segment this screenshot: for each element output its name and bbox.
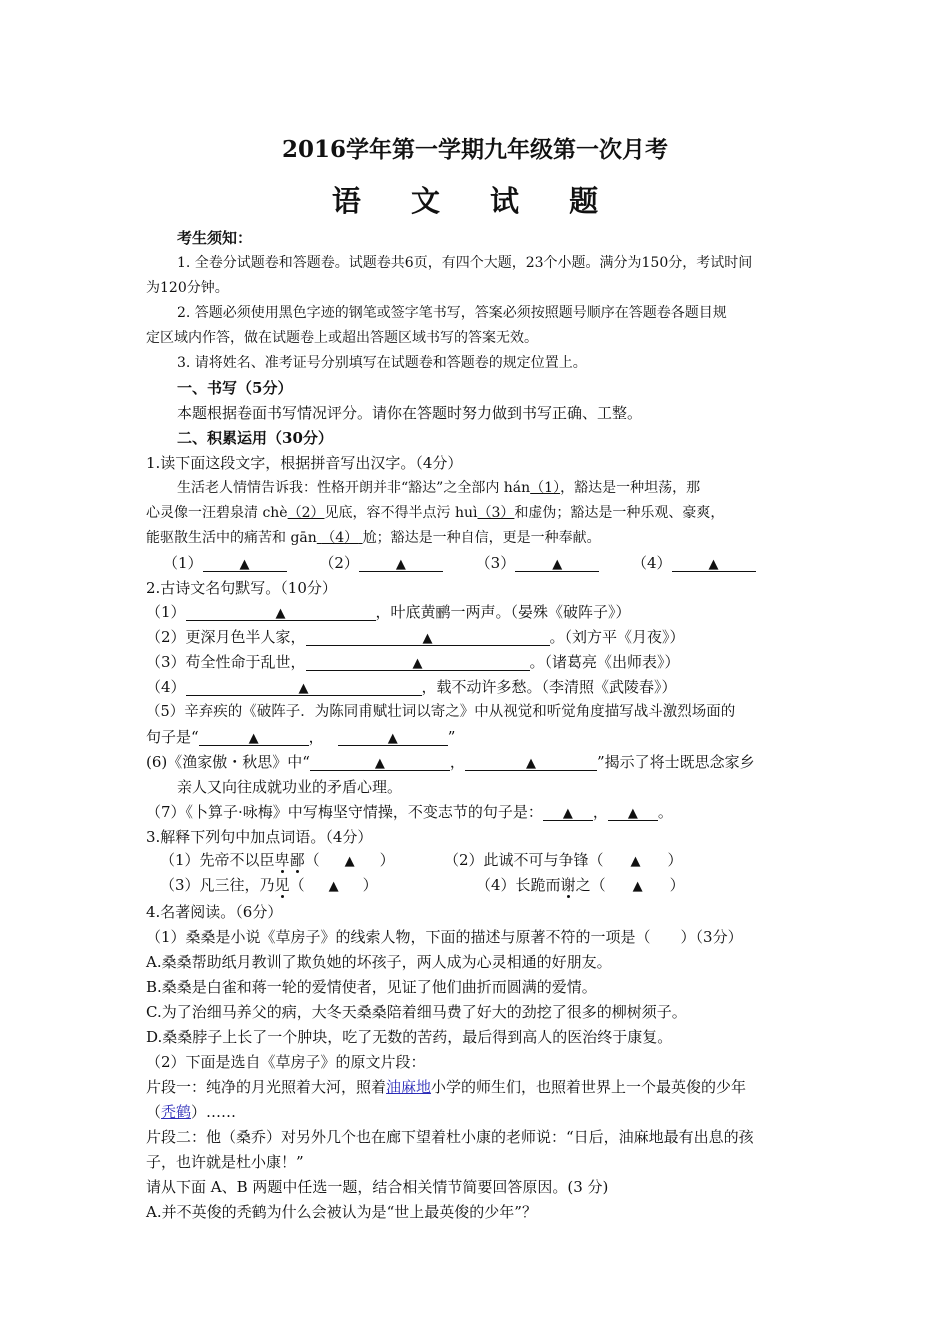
q2-blank-6a[interactable]: ▲: [310, 755, 450, 771]
section-2-heading: 二、积累运用（30分）: [177, 429, 333, 447]
q2-item-7: （7）《卜算子·咏梅》中写梅坚守情操，不变志节的句子是： ▲ ， ▲ 。: [146, 803, 673, 821]
q1-blank-2[interactable]: （2）: [287, 505, 325, 521]
q3-answer-2[interactable]: ▲: [630, 854, 641, 869]
section-1-text: 本题根据卷面书写情况评分。请你在答题时努力做到书写正确、工整。: [177, 404, 643, 422]
q4-prompt: 请从下面 A、B 两题中任选一题，结合相关情节简要回答原因。(3 分): [146, 1178, 609, 1196]
q2-blank-6b[interactable]: ▲: [465, 755, 597, 771]
q2-stem: 2.古诗文名句默写。（10分）: [146, 579, 337, 597]
q4-option-b: B.桑桑是白雀和蒋一轮的爱情使者，见证了他们曲折而圆满的爱情。: [146, 978, 597, 996]
q4-fragment-2-cont: 子，也许就是杜小康！”: [146, 1153, 304, 1171]
q4-option-d: D.桑桑脖子上长了一个肿块，吃了无数的苦药，最后得到高人的医治终于康复。: [146, 1028, 673, 1046]
q4-option-a: A.桑桑帮助纸月教训了欺负她的坏孩子，两人成为心灵相通的好朋友。: [146, 953, 612, 971]
q2-item-1: （1） ▲ ，叶底黄鹂一两声。（晏殊《破阵子》）: [146, 603, 631, 621]
q2-item-6: (6)《渔家傲・秋思》中“ ▲ ， ▲ ”揭示了将士既思念家乡: [146, 753, 755, 771]
q4-fragment-2: 片段二：他（桑乔）对另外几个也在廊下望着杜小康的老师说：“日后，油麻地最有出息的孩: [146, 1128, 754, 1146]
q1-blank-1[interactable]: （1）: [530, 480, 561, 496]
section-1-heading: 一、书写（5分）: [177, 379, 293, 397]
q2-blank-5a[interactable]: ▲: [199, 730, 309, 746]
q2-item-3: （3）苟全性命于乱世， ▲ 。（诸葛亮《出师表》）: [146, 653, 680, 671]
subject-title: 语 文 试 题: [331, 184, 619, 218]
q4-sub-1: （1）桑桑是小说《草房子》的线索人物，下面的描述与原著不符的一项是（ ）（3分）: [146, 928, 743, 946]
q2-item-4: （4） ▲ ，载不动许多愁。（李清照《武陵春》）: [146, 678, 677, 696]
q2-blank-1[interactable]: ▲: [186, 605, 376, 621]
q2-item-5-cont: 句子是“ ▲ ， ▲ ”: [146, 728, 456, 746]
notice-line-4: 定区域内作答，做在试题卷上或超出答题区域书写的答案无效。: [146, 330, 538, 346]
q2-blank-5b[interactable]: ▲: [338, 730, 448, 746]
q1-blank-3[interactable]: （3）: [477, 505, 515, 521]
q3-stem: 3.解释下列句中加点词语。（4分）: [146, 828, 373, 846]
notice-heading: 考生须知：: [177, 229, 253, 247]
notice-line-1: 1. 全卷分试题卷和答题卷。试题卷共6页，有四个大题，23个小题。满分为150分，考试时间: [177, 255, 753, 271]
q1-passage-line-1: 生活老人情情告诉我：性格开朗并非“豁达”之全部内 hán（1），豁达是一种坦荡，那: [177, 480, 701, 496]
link-tuhe[interactable]: 秃鹤: [161, 1103, 192, 1121]
notice-line-2: 为120分钟。: [146, 280, 229, 296]
q3-answer-3[interactable]: ▲: [328, 879, 339, 894]
q2-blank-3[interactable]: ▲: [306, 655, 530, 671]
q1-answer-row: （1） ▲ （2） ▲ （3） ▲ （4） ▲: [163, 553, 756, 573]
q1-answer-2[interactable]: ▲: [359, 556, 443, 572]
q2-blank-4[interactable]: ▲: [186, 680, 422, 696]
q3-item-4: （4）长跪而谢之（ ▲ ）: [476, 875, 685, 897]
exam-title: 2016学年第一学期九年级第一次月考: [281, 136, 668, 163]
q2-item-5: （5）辛弃疾的《破阵子．为陈同甫赋壮词以寄之》中从视觉和听觉角度描写战斗激烈场面的: [146, 704, 736, 720]
q4-fragment-1: 片段一：纯净的月光照着大河，照着油麻地小学的师生们，也照着世界上一个最英俊的少年: [146, 1078, 747, 1096]
q3-answer-1[interactable]: ▲: [344, 854, 355, 869]
q1-answer-4[interactable]: ▲: [672, 556, 756, 572]
q2-item-2: （2）更深月色半人家， ▲ 。（刘方平《月夜》）: [146, 628, 685, 646]
q2-blank-2[interactable]: ▲: [306, 630, 550, 646]
q1-answer-1[interactable]: ▲: [203, 556, 287, 572]
q2-blank-7b[interactable]: ▲: [608, 805, 658, 821]
q4-option-c: C.为了治细马养父的病，大冬天桑桑陪着细马费了好大的劲挖了很多的柳树须子。: [146, 1003, 687, 1021]
q1-blank-4[interactable]: （4）: [321, 530, 359, 546]
q1-stem: 1.读下面这段文字，根据拼音写出汉字。（4分）: [146, 454, 463, 472]
q1-passage-line-3: 能驱散生活中的痛苦和 gān （4） 尬；豁达是一种自信，更是一种奉献。: [146, 530, 601, 546]
q4-sub-2: （2）下面是选自《草房子》的原文片段：: [146, 1053, 426, 1071]
q2-item-6-cont: 亲人又向往成就功业的矛盾心理。: [177, 778, 403, 796]
q3-item-1: （1）先帝不以臣卑鄙（ ▲ ）: [160, 850, 395, 872]
q1-answer-3[interactable]: ▲: [515, 556, 599, 572]
q4-stem: 4.名著阅读。（6分）: [146, 903, 283, 921]
q3-item-3: （3）凡三往，乃见（ ▲ ）: [160, 875, 378, 897]
link-youmadi[interactable]: 油麻地: [386, 1078, 432, 1096]
q3-answer-4[interactable]: ▲: [632, 879, 643, 894]
q4-fragment-1-cont: （秃鹤）……: [146, 1103, 237, 1121]
q3-item-2: （2）此诚不可与争锋（ ▲ ）: [444, 850, 683, 872]
notice-line-5: 3. 请将姓名、准考证号分别填写在试题卷和答题卷的规定位置上。: [177, 355, 587, 371]
q1-passage-line-2: 心灵像一汪碧泉清 chè（2）见底，容不得半点污 huì（3）和虚伪；豁达是一种乐观、豪爽，: [146, 505, 725, 521]
q4-prompt-a: A.并不英俊的秃鹤为什么会被认为是“世上最英俊的少年”？: [146, 1203, 537, 1221]
notice-line-3: 2. 答题必须使用黑色字迹的钢笔或签字笔书写，答案必须按照题号顺序在答题卷各题目规: [177, 305, 727, 321]
q2-blank-7a[interactable]: ▲: [543, 805, 593, 821]
